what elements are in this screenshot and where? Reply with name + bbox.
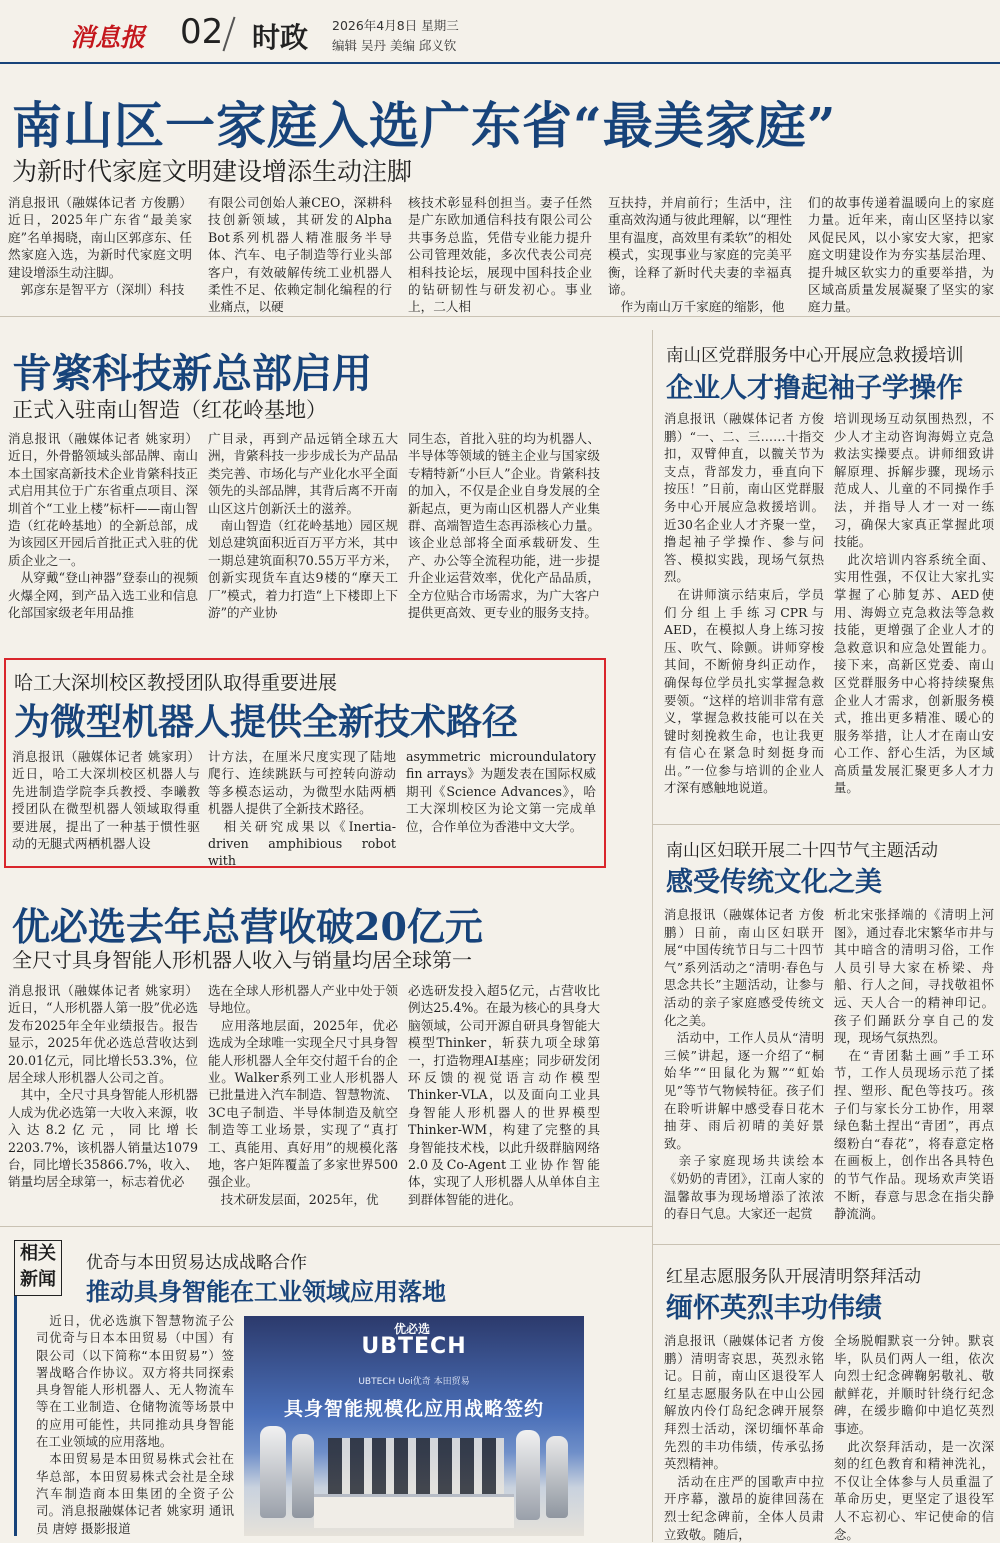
- article1-column-2: 有限公司创始人兼CEO，深耕科技创新领域，其研发的Alpha Bot系列机器人精准服务半导体、汽车、电子制造等行业头部客户，有效破解传统工业机器人柔性不足、依赖定制化编程的行业痛点，以硬: [208, 195, 397, 315]
- related-body: 近日，优必选旗下智慧物流子公司优奇与日本本田贸易（中国）有限公司（以下简称“本田贸易”）签署战略合作协议。双方将共同探索具身智能人形机器人、无人物流车等在工业制造、仓储物流等场景中的应用可能性，共同推动具身智能在工业领域的应用落地。 本田贸易是本田贸易株式会社在华总部，本田贸易株式会社是全球汽车制造商本田集团的全资子公司。消息报融媒体记者 姚家玥 通讯员 唐婷 摄影报道: [36, 1313, 234, 1536]
- article2-column-1: 消息报讯（融媒体记者 姚家玥）近日，外骨骼领域头部品牌、南山本土国家高新技术企业肯綮科技正式启用其位于广东省重点项目、深圳首个“工业上楼”标杆——南山智造（红花岭基地）的全新总部，成为该园区开园后首批正式入驻的优质企业之一。 从穿戴“登山神器”登泰山的视频火爆全网，到产品入选工业和信息化部国家级老年用品推: [8, 431, 198, 621]
- article4-subheadline: 全尺寸具身智能人形机器人收入与销量均居全球第一: [12, 948, 472, 972]
- side1-headline: 企业人才撸起袖子学操作: [666, 373, 963, 404]
- photo-sub-logos: UBTECH Uoi优奇 本田贸易: [358, 1377, 470, 1387]
- related-kicker: 优奇与本田贸易达成战略合作: [86, 1253, 307, 1273]
- signing-ceremony-photo: [244, 1316, 584, 1536]
- robot-figure: [260, 1426, 286, 1518]
- masthead: [0, 0, 1000, 62]
- related-left-bar: [14, 1296, 17, 1536]
- article1-column-5: 们的故事传递着温暖向上的家庭力量。近年来，南山区坚持以家风促民风，以小家安大家，把家庭文明建设作为夯实基层治理、提升城区软实力的重要举措，为区域高质量发展凝聚了坚实的家庭力量。: [808, 195, 994, 315]
- side3-column-1: 消息报讯（融媒体记者 方俊鹏）清明寄哀思，英烈永铭记。日前，南山区退役军人红星志愿服务队在中山公园解放内伶仃岛纪念碑开展祭拜烈士活动，深切缅怀革命先烈的丰功伟绩，传承弘扬英烈精神。 活动在庄严的国歌声中拉开序幕，激昂的旋律回荡在烈士纪念碑前，全体人员肃立致敬。随后，: [664, 1333, 824, 1542]
- related-badge-line1: 相关: [20, 1243, 56, 1264]
- signing-banner: 具身智能规模化应用战略签约: [283, 1398, 544, 1420]
- article3-headline: 为微型机器人提供全新技术路径: [14, 701, 519, 743]
- related-headline: 推动具身智能在工业领域应用落地: [86, 1277, 446, 1306]
- side2-divider: [652, 1244, 1000, 1245]
- side2-column-2: 析北宋张择端的《清明上河图》，通过春北宋繁华市井与其中暗含的清明习俗，工作人员引导大家在桥梁、舟船、行人之间，寻找敬祖怀远、天人合一的精神印记。孩子们踊跃分享自己的发现，现场气氛热烈。 在“青团黏土画”手工环节，工作人员现场示范了揉捏、塑形、配色等技巧。孩子们与家长分工协作，用翠绿色黏土捏出“青团”，再点缀粉白“春花”，将春意定格在画板上，创作出各具特色的节气作品。现场欢声笑语不断，春意与思念在指尖静静流淌。: [834, 907, 994, 1222]
- article2-subheadline: 正式入驻南山智造（红花岭基地）: [12, 398, 327, 422]
- ubtech-sign: UBTECH: [361, 1334, 467, 1359]
- robot-figure: [546, 1436, 568, 1518]
- article1-column-3: 核技术彰显科创担当。妻子任然是广东欧加通信科技有限公司公共事务总监，凭借专业能力提升公司管理效能，多次代表公司亮相科技论坛，展现中国科技企业的钻研韧性与研发初心。事业上，二人相: [408, 195, 592, 315]
- side3-kicker: 红星志愿服务队开展清明祭拜活动: [666, 1267, 921, 1287]
- article4-headline: 优必选去年总营收破20亿元: [12, 904, 483, 949]
- side1-column-1: 消息报讯（融媒体记者 方俊鹏）“一、二、三……十指交扣，双臂伸直，以髋关节为支点，背部发力，垂直向下按压！”日前，南山区党群服务中心开展应急救援培训。近30名企业人才齐聚一堂，撸起袖子学操作、参与问答、模拟实践，现场气氛热烈。 在讲师演示结束后，学员们分组上手练习CPR与AED，在模拟人身上练习按压、吹气、除颤。讲师穿梭其间，不断俯身纠正动作，确保每位学员扎实掌握急救要领。“这样的培训非常有意义，掌握急救技能可以在关键时刻挽救生命，也让我更有信心在紧急时刻挺身而出。”一位参与培训的企业人才深有感触地说道。: [664, 411, 824, 796]
- article3-column-1: 消息报讯（融媒体记者 姚家玥）近日，哈工大深圳校区机器人与先进制造学院李兵教授、李曦教授团队在微型机器人领域取得重要进展，提出了一种基于惯性驱动的无腿式两栖机器人设: [12, 749, 200, 852]
- page-number: 02: [180, 12, 224, 52]
- article4-column-2: 选在全球人形机器人产业中处于领导地位。 应用落地层面，2025年，优必选成为全球唯一实现全尺寸具身智能人形机器人全年交付超千台的企业。Walker系列工业人形机器人已批量进入汽车制造、智慧物流、3C电子制造、半导体制造及航空制造等工业场景，实现了“真打工、真能用、真好用”的规模化落地，客户矩阵覆盖了多家世界500强企业。 技术研发层面，2025年，优: [208, 983, 398, 1207]
- side1-kicker: 南山区党群服务中心开展应急救援培训: [666, 346, 964, 366]
- side2-column-1: 消息报讯（融媒体记者 方俊鹏）日前，南山区妇联开展“中国传统节日与二十四节气”系列活动之“清明·春色与思念共长”主题活动，让参与活动的亲子家庭感受传统文化之美。 活动中，工作人员从“清明三候”讲起，逐一介绍了“桐始华”“田鼠化为鴽”“虹始见”等节气物候特征。孩子们在聆听讲解中感受春日花木抽芽、雨后初晴的美好景致。 亲子家庭现场共读绘本《奶奶的青团》，江南人家的温馨故事为现场增添了浓浓的春日气息。大家还一起赏: [664, 907, 824, 1222]
- issue-date: 2026年4月8日 星期三: [332, 18, 459, 33]
- newspaper-logo: 消息报: [70, 23, 146, 52]
- article2-headline: 肯綮科技新总部启用: [12, 350, 372, 397]
- signing-table: [314, 1494, 514, 1528]
- masthead-rule: [0, 62, 1000, 64]
- editors-credit: 编辑 吴丹 美编 邱义钦: [332, 38, 457, 53]
- article1-divider: [0, 316, 1000, 317]
- related-badge-line2: 新闻: [20, 1269, 56, 1290]
- article1-headline: 南山区一家庭入选广东省“最美家庭”: [12, 96, 837, 155]
- side1-divider: [652, 824, 1000, 825]
- article3-kicker: 哈工大深圳校区教授团队取得重要进展: [14, 672, 338, 694]
- article1-column-1: 消息报讯（融媒体记者 方俊鹏）近日，2025年广东省“最美家庭”名单揭晓，南山区郭彦东、任然家庭入选，为新时代家庭文明建设增添生动注脚。 郭彦东是智平方（深圳）科技: [8, 195, 192, 298]
- side2-headline: 感受传统文化之美: [666, 867, 882, 898]
- article4-column-1: 消息报讯（融媒体记者 姚家玥）近日，“人形机器人第一股”优必选发布2025年全年业绩报告。报告显示，2025年优必选总营收达到20.01亿元，同比增长53.3%，位居全球人形机器人公司之首。 其中，全尺寸具身智能人形机器人成为优必选第一大收入来源，收入达8.2亿元，同比增长2203.7%，该机器人销量达1079台，同比增长35866.7%，收入、销量均居全球第一，标志着优必: [8, 983, 198, 1190]
- article4-divider: [0, 1226, 652, 1227]
- related-news-badge: [14, 1240, 62, 1296]
- side3-headline: 缅怀英烈丰功伟绩: [666, 1293, 882, 1324]
- article1-column-4: 互扶持，并肩前行；生活中，注重高效沟通与彼此理解，以“理性里有温度，高效里有柔软”的相处模式，实现事业与家庭的完美平衡，诠释了新时代夫妻的幸福真谛。 作为南山万千家庭的缩影，他: [608, 195, 792, 315]
- article4-column-3: 必选研发投入超5亿元，占营收比例达25.4%。在最为核心的具身大脑领域，公司开源自研具身智能大模型Thinker，斩获九项全球第一，打造物理AI基座；同步研发闭环反馈的视觉语言动作模型Thinker-VLA，以及面向工业具身智能人形机器人的世界模型Thinker-WM，构建了完整的具身智能技术栈，以此升级群脑网络2.0及Co-Agent工业协作智能体，实现了人形机器人从单体自主到群体智能的进化。: [408, 983, 600, 1207]
- article3-column-3: asymmetric microundulatory fin arrays》为题发表在国际权威期刊《Science Advances》，哈工大深圳校区为论文第一完成单位，合作单位为香港中文大学。: [406, 749, 601, 834]
- side3-column-2: 全场脱帽默哀一分钟。默哀毕，队员们两人一组，依次向烈士纪念碑鞠躬敬礼、敬献鲜花，并顺时针绕行纪念碑，在缓步瞻仰中追忆英烈事迹。 此次祭拜活动，是一次深刻的红色教育和精神洗礼，不仅让全体参与人员重温了革命历史，更坚定了退役军人不忘初心、牢记使命的信念。: [834, 1333, 994, 1542]
- article2-column-2: 广目录，再到产品远销全球五大洲，肯綮科技一步步成长为产品品类完善、市场化与产业化水平全面领先的头部品牌，其背后离不开南山区这片创新沃土的滋养。 南山智造（红花岭基地）园区规划总建筑面积近百万平方米，其中一期总建筑面积70.55万平方米，创新实现货车直达9楼的“摩天工厂”模式，着力打造“上下楼即上下游”的产业协: [208, 431, 398, 621]
- article2-column-3: 同生态，首批入驻的均为机器人、半导体等领域的链主企业与国家级专精特新“小巨人”企业。肯綮科技的加入，不仅是企业自身发展的全新起点，更为南山区机器人产业集群、高端智造生态再添核心力量。该企业总部将全面承载研发、生产、办公等全流程功能，进一步提升企业运营效率，优化产品品质，全方位贴合市场需求，为广大客户提供更高效、更专业的服务支持。: [408, 431, 600, 621]
- robot-figure: [292, 1434, 314, 1518]
- people-group: [328, 1438, 504, 1498]
- article3-column-2: 计方法，在厘米尺度实现了陆地爬行、连续跳跃与可控转向游动等多模态运动，为微型水陆两栖机器人提供了全新技术路径。 相关研究成果以《Inertia-driven amphibious robot with: [208, 749, 396, 869]
- section-name: 时政: [252, 21, 309, 54]
- side2-kicker: 南山区妇联开展二十四节气主题活动: [666, 841, 938, 861]
- slash-divider: [222, 17, 235, 52]
- left-right-vertical-divider: [652, 330, 653, 1542]
- article1-subheadline: 为新时代家庭文明建设增添生动注脚: [12, 157, 413, 186]
- side1-column-2: 培训现场互动氛围热烈，不少人才主动咨询海姆立克急救法实操要点。讲师细致讲解原理、拆解步骤，现场示范成人、儿童的不同操作手法，并指导人才一对一练习，确保大家真正掌握此项技能。 此次培训内容系统全面、实用性强，不仅让大家扎实掌握了心肺复苏、AED使用、海姆立克急救法等急救技能，更增强了企业人才的急救意识和应急处置能力。接下来，高新区党委、南山区党群服务中心将持续聚焦企业人才需求，创新服务模式，推出更多精准、暖心的服务举措，让人才在南山安心工作、舒心生活，为区域高质量发展汇聚更多人才力量。: [834, 411, 994, 796]
- robot-figure: [516, 1430, 540, 1520]
- photo-top-text: 优必选: [393, 1322, 430, 1336]
